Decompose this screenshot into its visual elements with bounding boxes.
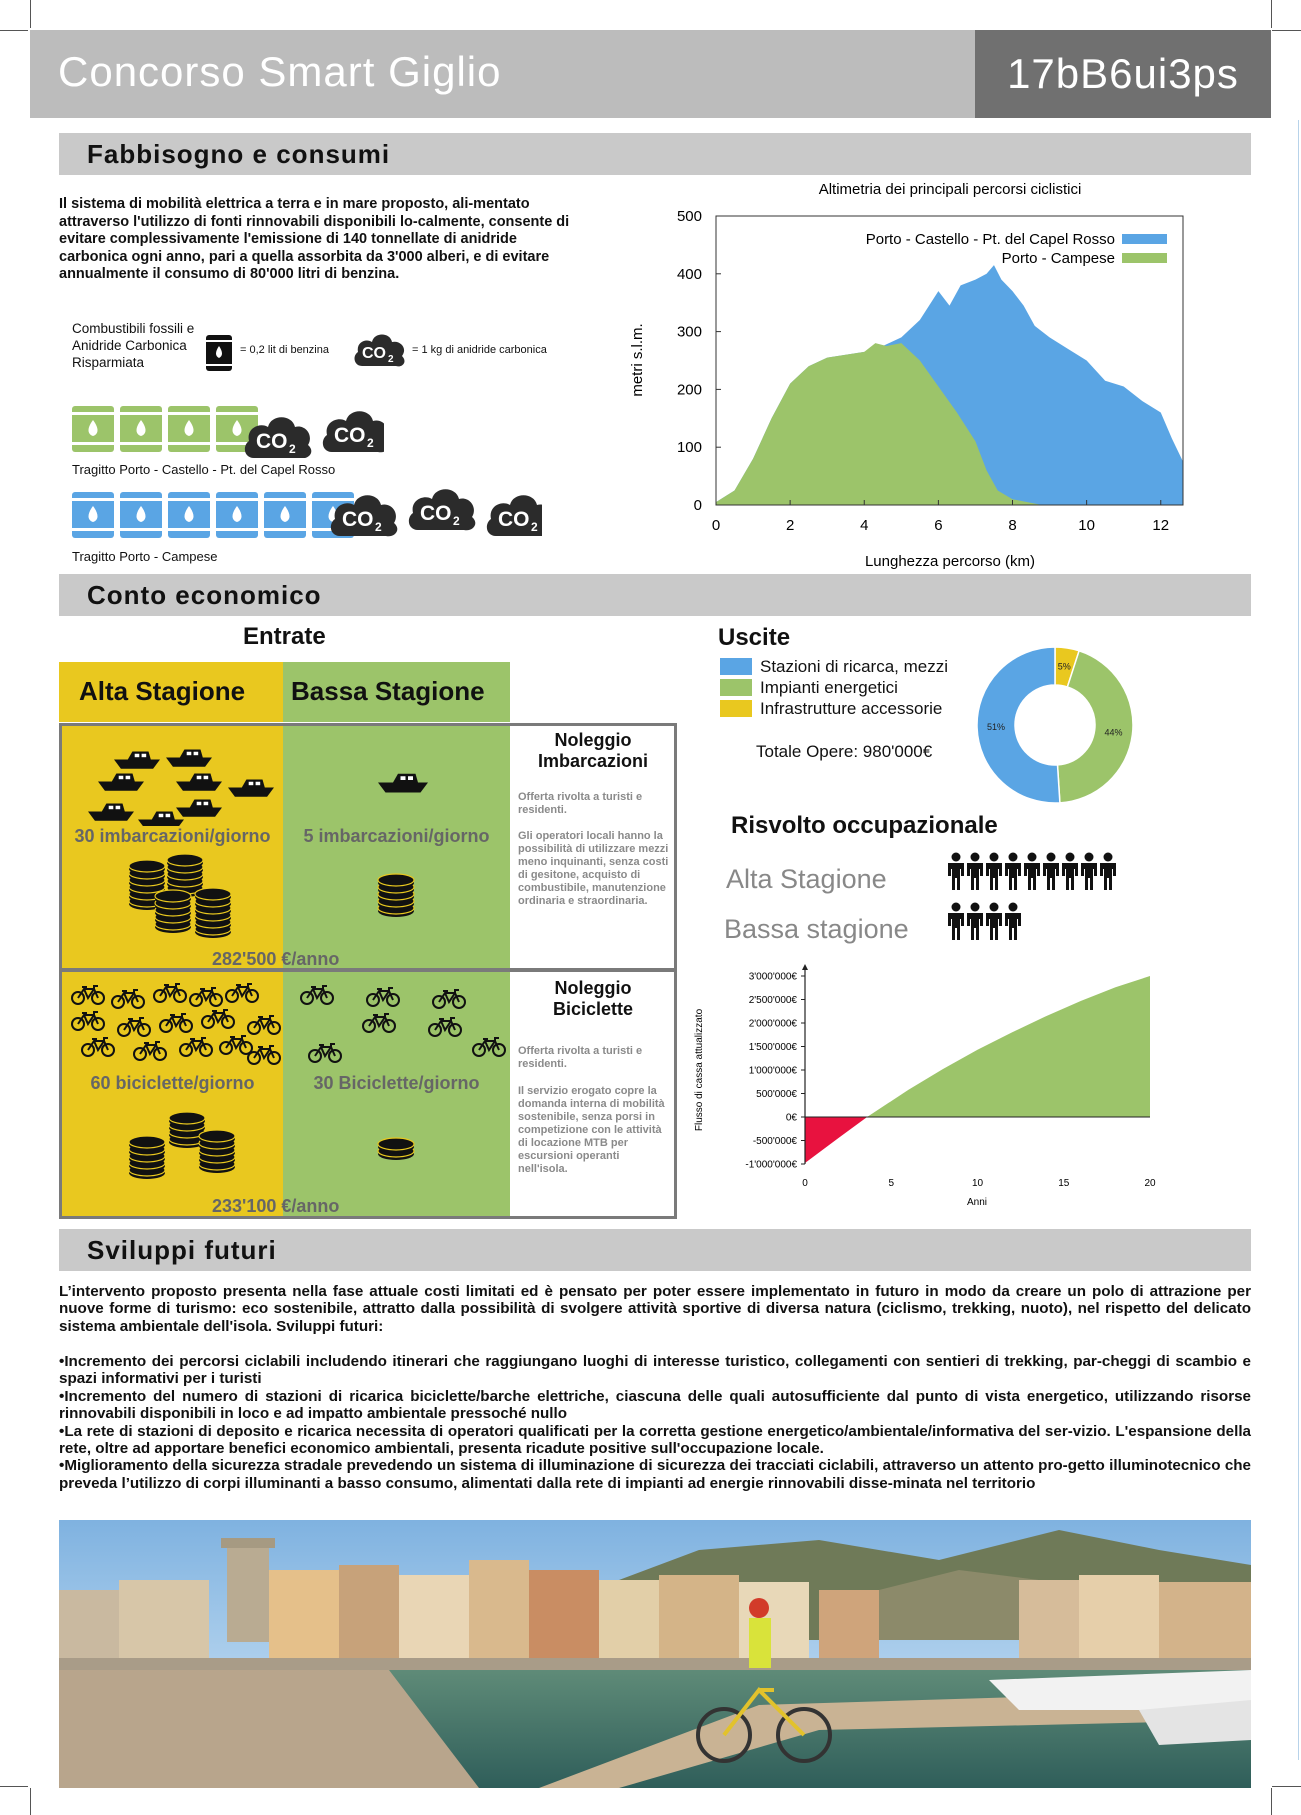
boat-cabin: [152, 811, 175, 819]
altimetria-ytick-label: 300: [676, 323, 702, 341]
route2-barrel-band: [168, 498, 210, 501]
boat-window: [119, 776, 124, 779]
bicycle-icon: [301, 986, 333, 1004]
occupazione-title: Risvolto occupazionale: [731, 812, 998, 839]
boats-text-2: Gli operatori locali hanno la possibilità di utilizzare mezzi meno inquinanti, senza costi di gesitone, acquisto di combustibile, manutenzione ordinaria e straordinaria.: [518, 830, 669, 907]
altimetria-xtick-label: 10: [1078, 517, 1095, 534]
altimetria-ytick-label: 400: [676, 265, 702, 283]
bicycle-icon: [72, 986, 104, 1004]
route2-barrel-band: [264, 528, 306, 531]
person-icon: [1043, 853, 1059, 891]
route2-co2-cloud-icon: [331, 495, 397, 536]
bicycle-frame: [254, 1046, 274, 1058]
coins-bike-alta-icon: [125, 1108, 235, 1198]
uscite-legend-item: [720, 656, 948, 677]
uscite-legend-swatch: [720, 700, 752, 717]
sviluppi-bullet-item: •Miglioramento della sicurezza stradale prevedendo un sistema di illuminazione di sicurezza dei tracciati ciclabili, attraverso un attento pro-getto illuminotecnico che preveda l’utilizzo di corpi illuminanti a basso consumo, alimentati dalla rete di impianti ad energie rinnovabili disse-minata nel territorio: [59, 1457, 1251, 1492]
person-body: [1005, 913, 1021, 940]
bicycle-icon: [429, 1018, 461, 1036]
boat-hull: [98, 782, 144, 791]
coin-edge: [167, 854, 203, 866]
bicycle-icon: [190, 988, 222, 1006]
people-bassa-icons: [948, 900, 1068, 942]
altimetria-legend-label-1: Porto - Castello - Pt. del Capel Rosso: [865, 231, 1115, 248]
route1-clouds: [242, 400, 384, 458]
route2-barrel-band: [264, 498, 306, 501]
route2-barrel-band: [72, 528, 114, 531]
co2-legend-symbol: CO: [362, 345, 386, 362]
route2-barrel-band: [216, 528, 258, 531]
co2-cloud-legend-icon: [352, 328, 408, 370]
person-icon: [986, 853, 1002, 891]
person-body: [1043, 863, 1059, 890]
boat-hull: [166, 758, 212, 767]
boats-text-1: Offerta rivolta a turisti e residenti.: [518, 791, 643, 816]
coin-edge: [195, 888, 231, 900]
coin-edge: [155, 890, 191, 902]
boat-hull: [228, 788, 274, 797]
altimetria-legend-label-2: Porto - Campese: [1001, 250, 1115, 267]
coins-boat-alta-icon: [125, 852, 235, 952]
boats-bassa-count: 5 imbarcazioni/giorno: [303, 826, 490, 846]
bicycle-icon: [309, 1044, 341, 1062]
flusso-yaxis-arrow: [802, 964, 808, 970]
route2-co2-sub: 2: [531, 520, 538, 534]
boat-icon: [378, 774, 428, 793]
bicycle-icon: [226, 984, 258, 1002]
bicycle-icon: [118, 1018, 150, 1036]
person-head: [990, 903, 999, 912]
boat-window: [249, 782, 254, 785]
altimetria-xtick-label: 4: [860, 517, 869, 534]
coin-stack-icon: [195, 888, 231, 938]
boat-icon: [98, 773, 144, 790]
bicycle-frame: [78, 986, 98, 998]
bicycle-icon: [220, 1036, 252, 1054]
savings-legend-label: Combustibili fossili e Anidride Carbonica Risparmiata: [72, 321, 195, 370]
boat-icon: [138, 811, 184, 826]
bicycle-icon: [112, 990, 144, 1008]
flusso-ytick-label: 1'500'000€: [748, 1042, 797, 1053]
flusso-xtick-label: 20: [1144, 1178, 1156, 1189]
occupazione-alta-label: Alta Stagione: [726, 864, 887, 894]
boat-cabin: [190, 799, 213, 807]
person-body: [948, 913, 964, 940]
bikes-text-2: Il servizio erogato copre la domanda interna di mobilità sostenibile, senza porsi in competizione con le attività di locazione MTB per escursioni operanti nell'isola.: [518, 1085, 665, 1175]
section-title-sviluppi: Sviluppi futuri: [87, 1235, 277, 1265]
boat-cabin: [190, 773, 213, 781]
section-bar-fabbisogno: [59, 133, 1251, 175]
flusso-ytick-label: 2'000'000€: [748, 1018, 797, 1030]
flusso-xtick-label: 10: [971, 1178, 984, 1189]
route2-barrel-band: [216, 498, 258, 501]
boat-hull: [176, 808, 222, 817]
person-head: [1009, 903, 1018, 912]
bicycle-frame: [479, 1038, 499, 1050]
coin-edge: [129, 860, 165, 872]
bicycle-icon: [248, 1016, 280, 1034]
person-icon: [1005, 853, 1021, 891]
altimetria-legend-swatch-1: [1122, 234, 1167, 244]
section-title-conto: Conto economico: [87, 580, 322, 610]
bicycle-frame: [315, 1044, 335, 1056]
donut-slice-label: 51%: [987, 721, 1006, 732]
person-head: [971, 903, 980, 912]
boat-icon: [166, 749, 212, 766]
bicycle-frame: [78, 1012, 98, 1024]
person-head: [952, 903, 961, 912]
route2-barrel-icon: [264, 492, 306, 538]
person-head: [1085, 853, 1094, 862]
boat-window: [194, 752, 199, 755]
bicycle-frame: [369, 1014, 389, 1026]
uscite-total: Totale Opere: 980'000€: [756, 742, 933, 761]
person-head: [1009, 853, 1018, 862]
flusso-ytick-label: 2'500'000€: [748, 995, 797, 1006]
boat-icon: [176, 773, 222, 790]
route1-barrels: [72, 404, 264, 454]
bicycle-icon: [433, 990, 465, 1008]
route1-barrel-icon: [120, 406, 162, 452]
altimetria-xtick-label: 8: [1008, 517, 1017, 534]
alta-stagione-title: Alta Stagione: [79, 676, 246, 706]
bicycle-icon: [367, 988, 399, 1006]
bicycle-icon: [473, 1038, 505, 1056]
route2-co2-symbol: CO: [342, 508, 374, 531]
route1-fuel-row: [72, 404, 264, 459]
flusso-ytick-label: 3'000'000€: [748, 971, 797, 983]
boat-cabin: [180, 749, 203, 757]
route1-barrel-icon: [168, 406, 210, 452]
person-head: [1047, 853, 1056, 862]
people-alta-icons: [948, 850, 1128, 892]
bicycle-frame: [232, 984, 252, 996]
coins-boat-bassa-icon: [372, 872, 422, 932]
route1-co2-sub: 2: [367, 436, 374, 450]
bicycle-frame: [88, 1038, 108, 1050]
route1-barrel-band: [120, 412, 162, 415]
entry-code: 17bB6ui3ps: [975, 30, 1271, 118]
person-body: [1100, 863, 1116, 890]
altimetria-xtick-label: 2: [785, 517, 795, 534]
section-bar-sviluppi: [59, 1229, 1251, 1271]
route1-co2-sub: 2: [289, 442, 296, 456]
route2-barrel-band: [168, 528, 210, 531]
person-head: [971, 853, 980, 862]
boat-cabin: [112, 773, 135, 781]
boat-hull: [88, 812, 134, 821]
boat-icon: [88, 803, 134, 820]
uscite-legend-item: [720, 698, 948, 719]
sviluppi-bullet-item: •Incremento del numero di stazioni di ricarica biciclette/barche elettriche, ciascuna delle quali autosufficiente dal punto di vista energetico, utilizzando risorse rinnovabili disponibili in loco e ad impatto ambientale pressoché nullo: [59, 1387, 1251, 1423]
bicycle-frame: [124, 1018, 144, 1030]
flusso-ytick-label: 0€: [785, 1112, 797, 1124]
boat-icon: [228, 779, 274, 796]
co2-legend-sub: 2: [388, 354, 394, 365]
person-head: [952, 853, 961, 862]
bicycle-icon: [160, 1014, 192, 1032]
bassa-stagione-title: Bassa Stagione: [291, 676, 485, 706]
boat-window: [166, 814, 171, 817]
boat-icon: [114, 751, 160, 768]
flusso-ytick-label: -500'000€: [752, 1136, 797, 1147]
coin-edge: [129, 1136, 165, 1148]
bicycle-icon: [82, 1038, 114, 1056]
route1-label: Tragitto Porto - Castello - Pt. del Capel Rosso: [72, 462, 336, 477]
route2-barrel-icon: [216, 492, 258, 538]
noleggio-imbarcazioni-title: Noleggio Imbarcazioni: [537, 730, 649, 771]
flusso-cassa-chart: [690, 958, 1170, 1212]
altimetria-chart: [620, 170, 1200, 580]
sviluppi-bullet-item: •La rete di stazioni di deposito e ricarica necessita di operatori qualificati per la corretta gestione energetico/ambientale/informativa del ser-vizio. L'espansione della rete, oltre ad apportare benefici economico ambientali, presenta ricadute positive sull'occupazione locale.: [59, 1422, 1251, 1458]
person-head: [1066, 853, 1075, 862]
route1-co2-symbol: CO: [334, 424, 366, 447]
bicycle-frame: [160, 984, 180, 996]
bicycle-frame: [118, 990, 138, 1002]
occupazione-bassa-label: Bassa stagione: [724, 914, 909, 944]
co2-legend-text: = 1 kg di anidride carbonica: [412, 344, 547, 356]
bicycle-frame: [196, 988, 216, 1000]
coin-edge: [378, 1138, 414, 1150]
route1-co2-row: [242, 400, 384, 458]
person-body: [948, 863, 964, 890]
uscite-legend-label: Stazioni di ricarca, mezzi: [760, 656, 949, 676]
boat-window: [204, 802, 209, 805]
bicycle-frame: [140, 1042, 160, 1054]
bicycle-frame: [439, 990, 459, 1002]
route1-co2-cloud-icon: [323, 411, 384, 452]
coin-stack-icon: [155, 890, 191, 933]
section-title-fabbisogno: Fabbisogno e consumi: [87, 139, 391, 169]
boats-bassa-icons: [283, 726, 510, 826]
boat-cabin: [128, 751, 151, 759]
bicycle-frame: [373, 988, 393, 1000]
flusso-xtick-label: 5: [888, 1178, 895, 1189]
route1-barrel-band: [120, 442, 162, 445]
person-head: [1028, 853, 1037, 862]
person-body: [1024, 863, 1040, 890]
bicycle-icon: [134, 1042, 166, 1060]
person-body: [1005, 863, 1021, 890]
section-bar-conto: [59, 574, 1251, 616]
coin-stack-icon: [378, 874, 414, 917]
boat-window: [408, 776, 413, 780]
boat-window: [142, 754, 147, 757]
donut-slice-label: 5%: [1057, 661, 1071, 672]
coin-edge: [169, 1112, 205, 1124]
route2-co2-sub: 2: [453, 514, 460, 528]
route1-barrel-band: [72, 442, 114, 445]
person-head: [990, 853, 999, 862]
person-icon: [1081, 853, 1097, 891]
person-icon: [948, 903, 964, 941]
boat-window: [159, 814, 164, 817]
altimetria-ytick-label: 0: [693, 497, 702, 514]
boat-hull: [114, 760, 160, 769]
altimetria-ylabel: metri s.l.m.: [629, 323, 646, 397]
altimetria-ytick-label: 100: [676, 439, 702, 457]
person-head: [1104, 853, 1113, 862]
person-icon: [1024, 853, 1040, 891]
route2-barrel-icon: [120, 492, 162, 538]
flusso-ytick-label: -1'000'000€: [745, 1159, 797, 1171]
donut-slice-label: 44%: [1104, 727, 1123, 738]
route1-barrel-band: [72, 412, 114, 415]
boats-income: 282'500 €/anno: [212, 949, 340, 969]
bicycle-frame: [226, 1036, 246, 1048]
route1-co2-cloud-icon: [245, 417, 311, 458]
bicycle-frame: [208, 1010, 228, 1022]
bikes-alta-count: 60 biciclette/giorno: [90, 1073, 255, 1093]
altimetria-xtick-label: 12: [1152, 517, 1170, 534]
route2-clouds: [328, 478, 542, 540]
sviluppi-bullet-item: •Incremento dei percorsi ciclabili includendo itinerari che raggiungano luoghi di interesse turistico, collegamenti con sentieri di trekking, par-cheggi di scambio e spazi informativi per i turisti: [59, 1353, 1251, 1388]
boat-window: [401, 776, 406, 780]
intro-paragraph: Il sistema di mobilità elettrica a terra e in mare proposto, ali-mentato attraverso l'utilizzo di fonti rinnovabili disponibili lo-calmente, consente di evitare complessivamente l'emissione di 140 tonnellate di anidride carbonica ogni anno, pari a quella assorbita da 3'000 alberi, e di evitare annualmente il consumo di 80'000 litri di benzina.: [59, 196, 570, 283]
coin-stack-icon: [199, 1130, 235, 1173]
flusso-xtick-label: 0: [802, 1178, 808, 1189]
route2-co2-cloud-icon: [487, 495, 542, 536]
route2-fuel-row: [72, 490, 360, 545]
route2-label: Tragitto Porto - Campese: [72, 549, 218, 564]
bicycle-frame: [435, 1018, 455, 1030]
altimetria-xtick-label: 6: [934, 517, 943, 534]
uscite-donut-chart: [975, 640, 1135, 810]
person-icon: [1100, 853, 1116, 891]
person-body: [1081, 863, 1097, 890]
route2-barrel-band: [72, 498, 114, 501]
route1-barrel-band: [168, 442, 210, 445]
boat-window: [204, 776, 209, 779]
route2-co2-row: [328, 478, 542, 540]
boats-alta-count: 30 imbarcazioni/giorno: [74, 826, 271, 846]
person-icon: [1005, 903, 1021, 941]
bikes-income: 233'100 €/anno: [212, 1196, 340, 1216]
person-body: [967, 863, 983, 890]
bicycle-icon: [363, 1014, 395, 1032]
bicycle-icon: [72, 1012, 104, 1030]
bicycle-frame: [186, 1038, 206, 1050]
route1-co2-symbol: CO: [256, 430, 288, 453]
boat-window: [197, 776, 202, 779]
route1-barrel-icon: [72, 406, 114, 452]
route2-co2-sub: 2: [375, 520, 382, 534]
route1-barrel-band: [168, 412, 210, 415]
coin-edge: [378, 874, 414, 886]
coin-edge: [199, 1130, 235, 1142]
boat-window: [197, 802, 202, 805]
bicycle-icon: [154, 984, 186, 1002]
uscite-legend-label: Impianti energetici: [760, 677, 898, 697]
bikes-text-1: Offerta rivolta a turisti e residenti.: [518, 1045, 643, 1070]
coin-stack-icon: [129, 1136, 165, 1179]
person-icon: [1062, 853, 1078, 891]
flusso-ylabel: Flusso di cassa attualizzato: [694, 1008, 705, 1132]
noleggio-biciclette-title: Noleggio Biciclette: [552, 978, 634, 1019]
boat-window: [135, 754, 140, 757]
route2-barrel-band: [120, 498, 162, 501]
flusso-xlabel: Anni: [966, 1197, 988, 1208]
route2-barrel-icon: [168, 492, 210, 538]
route2-barrel-icon: [72, 492, 114, 538]
route2-barrel-band: [120, 528, 162, 531]
entrate-title: Entrate: [243, 623, 326, 650]
person-body: [967, 913, 983, 940]
bicycle-frame: [166, 1014, 186, 1026]
uscite-legend-item: [720, 677, 948, 698]
page-title: Concorso Smart Giglio: [58, 48, 502, 95]
porto-giglio-photo: [59, 1520, 1251, 1788]
person-icon: [986, 903, 1002, 941]
uscite-legend-swatch: [720, 658, 752, 675]
bicycle-icon: [202, 1010, 234, 1028]
bikes-alta-icons: [62, 972, 283, 1072]
altimetria-ytick-label: 200: [676, 381, 702, 399]
person-icon: [967, 853, 983, 891]
boat-hull: [176, 782, 222, 791]
person-icon: [948, 853, 964, 891]
sviluppi-bullets: [59, 1353, 1251, 1492]
boat-hull: [378, 783, 428, 793]
bicycle-frame: [254, 1016, 274, 1028]
flusso-xtick-label: 15: [1058, 1178, 1070, 1189]
route2-co2-symbol: CO: [498, 508, 530, 531]
altimetria-xtick-label: 0: [711, 517, 721, 534]
person-body: [1062, 863, 1078, 890]
boat-cabin: [102, 803, 125, 811]
route2-co2-cloud-icon: [409, 489, 475, 530]
uscite-legend-label: Infrastrutture accessorie: [760, 698, 943, 718]
bikes-bassa-icons: [283, 972, 510, 1072]
person-body: [986, 913, 1002, 940]
fuel-legend-text: = 0,2 lit di benzina: [240, 344, 329, 356]
altimetria-ytick-label: 500: [676, 208, 702, 225]
sviluppi-paragraph: L’intervento proposto presenta nella fase attuale costi limitati ed è pensato per poter essere implementato in futuro in modo da creare un polo di attrazione per nuove forme di turismo: eco sostenibile, attratto dalla possibilità di svolgere attività sportive di diversa natura (ciclismo, trekking, nuoto), nel rispetto del delicato sistema ambientale dell'isola. Sviluppi futuri:: [59, 1283, 1251, 1335]
boats-alta-icons: [62, 726, 283, 826]
boat-window: [256, 782, 261, 785]
person-body: [986, 863, 1002, 890]
flusso-positive-area: [867, 976, 1150, 1117]
boat-icon: [176, 799, 222, 816]
coin-stack-icon: [378, 1138, 414, 1160]
coins-bike-bassa-icon: [372, 1134, 422, 1174]
person-icon: [967, 903, 983, 941]
altimetria-xlabel: Lunghezza percorso (km): [864, 553, 1036, 570]
boat-window: [109, 806, 114, 809]
flusso-ytick-label: 500'000€: [756, 1089, 797, 1100]
flusso-negative-area: [805, 1117, 867, 1163]
uscite-title: Uscite: [718, 624, 791, 651]
uscite-legend: [720, 656, 948, 719]
bicycle-frame: [307, 986, 327, 998]
fuel-barrel-icon: [205, 332, 233, 372]
boat-window: [126, 776, 131, 779]
alta-stagione-header: [59, 662, 283, 722]
altimetria-title: Altimetria dei principali percorsi ciclistici: [818, 181, 1082, 198]
route2-barrels: [72, 490, 360, 540]
boat-window: [187, 752, 192, 755]
bassa-stagione-header: [283, 662, 510, 722]
flusso-ytick-label: 1'000'000€: [748, 1065, 797, 1077]
altimetria-legend-swatch-2: [1122, 253, 1167, 263]
uscite-legend-swatch: [720, 679, 752, 696]
bikes-bassa-count: 30 Biciclette/giorno: [313, 1073, 480, 1093]
bicycle-icon: [180, 1038, 212, 1056]
boat-window: [116, 806, 121, 809]
route2-co2-symbol: CO: [420, 502, 452, 525]
